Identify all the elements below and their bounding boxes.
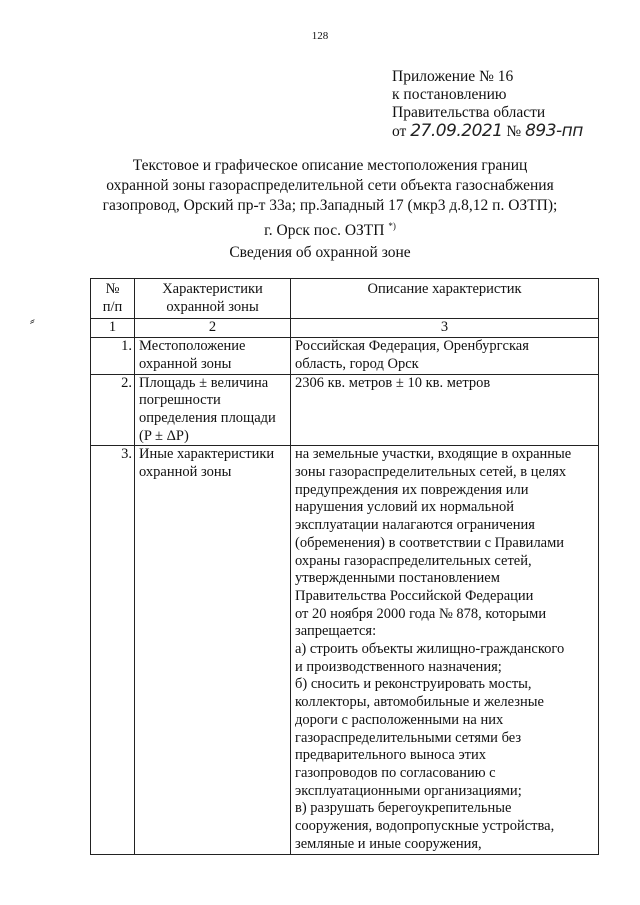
zone-table	[90, 278, 599, 855]
row-number: 1.	[91, 338, 135, 374]
index-cell: 1	[91, 319, 135, 338]
cell-line: область, город Орск	[295, 355, 419, 372]
handwritten-date: 27.09.2021	[410, 121, 503, 141]
cell-line: Местоположение	[139, 338, 246, 355]
cell-line: погрешности	[139, 392, 221, 409]
page-number: 128	[311, 30, 329, 42]
header-characteristic-line: Характеристики	[162, 281, 263, 297]
title-line-text: г. Орск пос. ОЗТП	[264, 222, 385, 240]
cell-line: охранной зоны	[139, 355, 232, 372]
row-characteristic	[135, 374, 291, 446]
table-row	[91, 338, 599, 374]
title-line	[60, 216, 600, 241]
cell-line: (обременения) в соответствии с Правилами	[295, 534, 565, 551]
cell-line: на земельные участки, входящие в охранные	[295, 446, 572, 463]
header-characteristic	[135, 279, 291, 319]
title-line: охранной зоны газораспределительной сети объекта газоснабжения	[106, 177, 554, 194]
header-number-line: №	[105, 281, 120, 297]
row-description	[291, 338, 599, 374]
cell-line: газораспределительными сетями без	[295, 729, 522, 746]
cell-line: в) разрушать берегоукрепительные	[295, 800, 512, 817]
row-number: 2.	[91, 374, 135, 446]
margin-mark: ⸗	[30, 314, 35, 329]
cell-line: утвержденными постановлением	[295, 570, 500, 587]
cell-line: Правительства Российской Федерации	[295, 587, 534, 604]
cell-line: Иные характеристики	[139, 446, 275, 463]
cell-line: 2306 кв. метров ± 10 кв. метров	[295, 374, 491, 391]
appendix-government: Правительства области	[392, 104, 546, 121]
row-description	[291, 374, 599, 446]
cell-line: Площадь ± величина	[139, 374, 269, 391]
header-number-line: п/п	[102, 298, 123, 315]
row-characteristic	[135, 338, 291, 374]
row-characteristic	[135, 446, 291, 854]
index-cell: 2	[135, 319, 291, 338]
cell-line: предварительного выноса этих	[295, 747, 487, 764]
header-characteristic-line: охранной зоны	[166, 298, 259, 315]
cell-line: эксплуатационными организациями;	[295, 782, 522, 799]
cell-line: (P ± ΔP)	[139, 427, 189, 444]
cell-line: определения площади	[139, 409, 276, 426]
cell-line: охранной зоны	[139, 464, 232, 481]
cell-line: коллекторы, автомобильные и железные	[295, 694, 544, 711]
document-title	[60, 156, 600, 241]
header-number	[91, 279, 135, 319]
cell-line: б) сносить и реконструировать мосты,	[295, 676, 532, 693]
handwritten-number: 893-пп	[525, 121, 583, 141]
section-subtitle: Сведения об охранной зоне	[229, 244, 411, 261]
cell-line: газопроводов по согласованию с	[295, 764, 496, 781]
footnote-mark: *)	[388, 221, 396, 231]
cell-line: дороги с расположенными на них	[295, 711, 504, 728]
cell-line: земляные и иные сооружения,	[295, 835, 482, 852]
title-line: Текстовое и графическое описание местоположения границ	[132, 157, 528, 174]
cell-line: от 20 ноября 2000 года № 878, которыми	[295, 605, 547, 622]
cell-line: сооружения, водопропускные устройства,	[295, 818, 555, 835]
cell-line: Российская Федерация, Оренбургская	[295, 338, 529, 355]
number-prefix: №	[506, 123, 522, 140]
table-row	[91, 446, 599, 854]
header-description: Описание характеристик	[291, 279, 599, 319]
cell-line: зоны газораспределительных сетей, в целях	[295, 464, 567, 481]
appendix-to-resolution: к постановлению	[392, 86, 507, 103]
table-row	[91, 374, 599, 446]
table-header-row	[91, 279, 599, 319]
cell-line: и производственного назначения;	[295, 658, 502, 675]
cell-line: эксплуатации налагаются ограничения	[295, 517, 535, 534]
cell-line: а) строить объекты жилищно-гражданского	[295, 641, 565, 658]
appendix-title: Приложение № 16	[392, 68, 514, 85]
index-cell: 3	[291, 319, 599, 338]
table-index-row	[91, 319, 599, 338]
cell-line: предупреждения их повреждения или	[295, 481, 529, 498]
cell-line: охраны газораспределительных сетей,	[295, 552, 532, 569]
cell-line: запрещается:	[295, 623, 377, 640]
date-prefix: от	[392, 123, 407, 140]
appendix-date-line	[392, 122, 583, 141]
appendix-block	[392, 68, 583, 141]
row-description	[291, 446, 599, 854]
title-line: газопровод, Орский пр-т 33а; пр.Западный 17 (мкр3 д.8,12 п. ОЗТП);	[102, 197, 558, 214]
row-number: 3.	[91, 446, 135, 854]
cell-line: нарушения условий их нормальной	[295, 499, 515, 516]
